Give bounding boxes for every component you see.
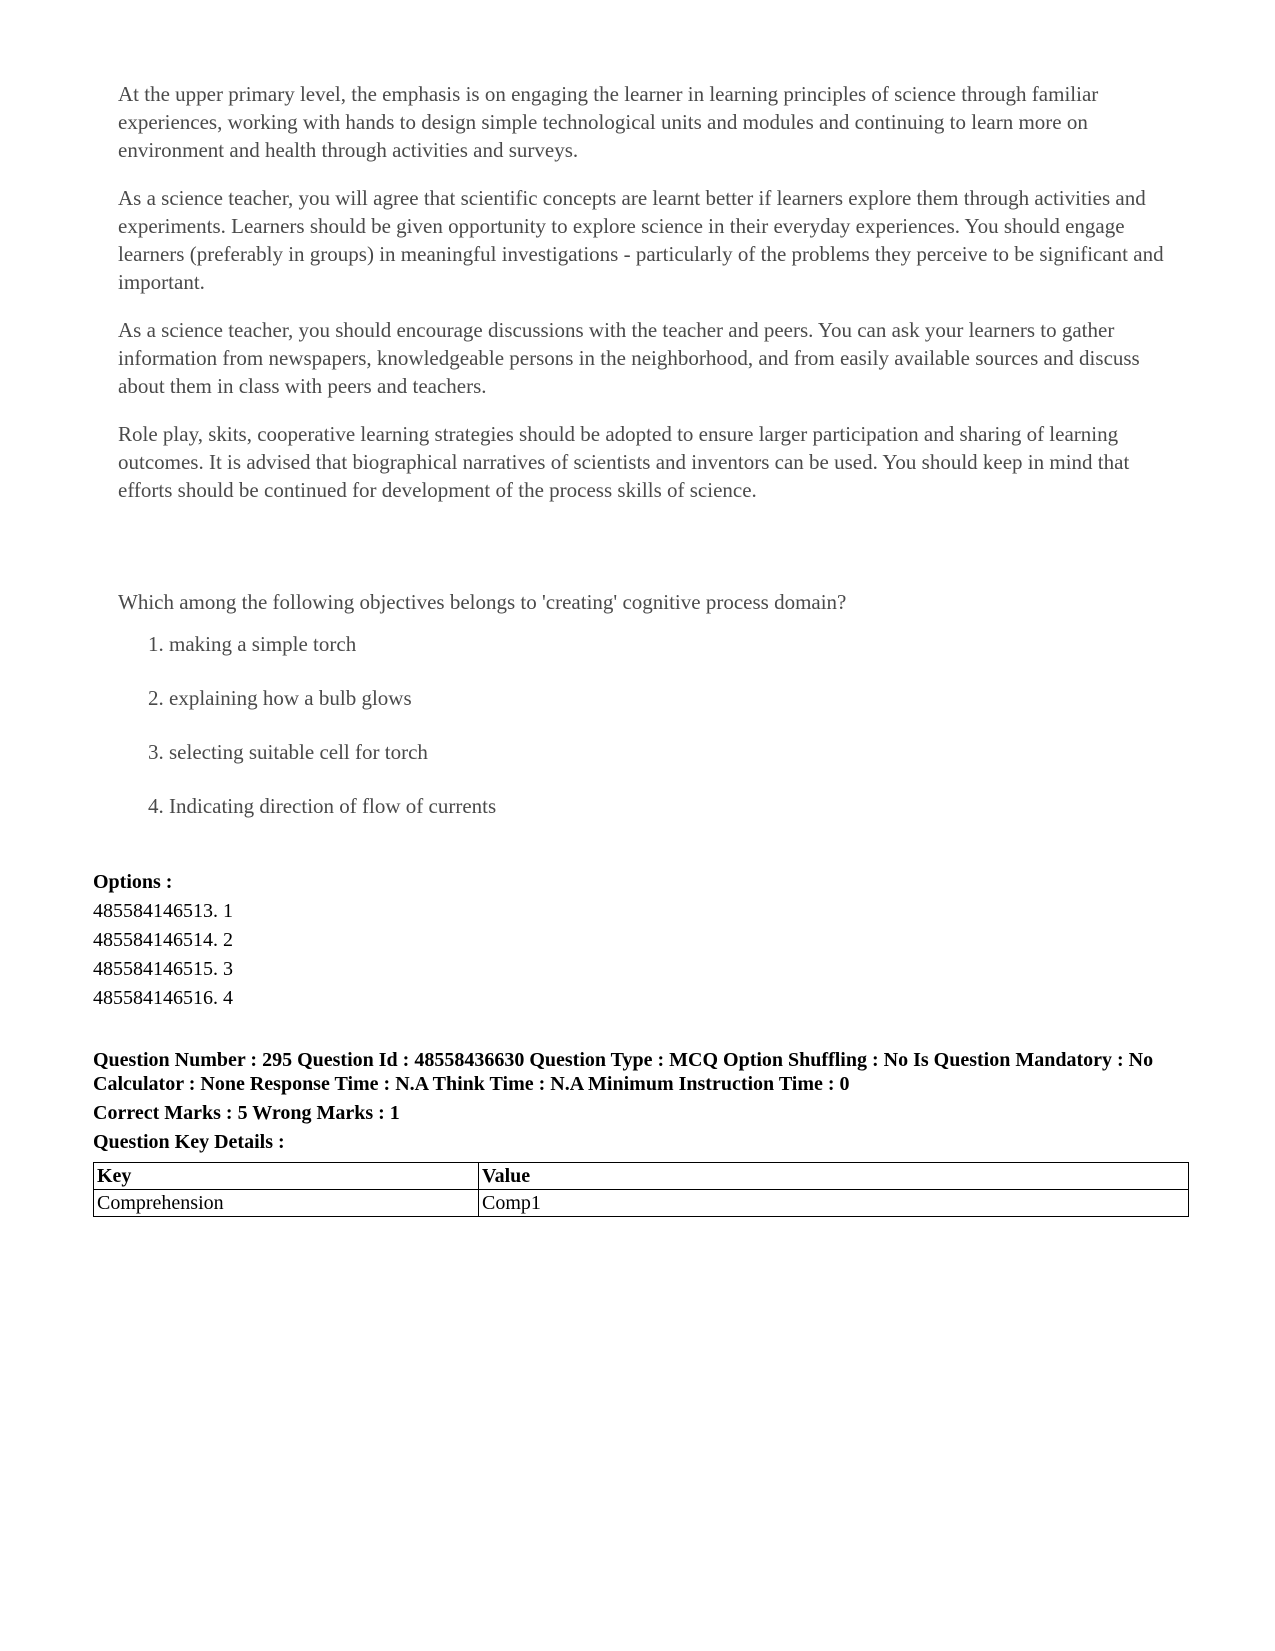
question-choice: 1. making a simple torch — [148, 632, 357, 656]
question-meta — [93, 1048, 1193, 1159]
option-item: 485584146515. 3 — [93, 958, 233, 980]
question-choice: 3. selecting suitable cell for torch — [148, 740, 428, 764]
passage-paragraph: At the upper primary level, the emphasis is on engaging the learner in learning principles of science through familiar experiences, working with hands to design simple technological units and modules and continuing to learn more on environment and health through activities and surveys. — [118, 82, 1099, 162]
question-stem: Which among the following objectives belongs to 'creating' cognitive process domain? — [118, 590, 847, 614]
question-block — [118, 588, 1183, 846]
question-details: Question Number : 295 Question Id : 48558436630 Question Type : MCQ Option Shuffling : No Is Question Mandatory : No Calculator : None Response Time : N.A Think Time : N.A Minimum Instruction Time : 0 — [93, 1049, 1154, 1095]
option-item: 485584146513. 1 — [93, 900, 233, 922]
option-item: 485584146514. 2 — [93, 929, 233, 951]
table-header-value: Value — [479, 1163, 1189, 1190]
question-choice: 2. explaining how a bulb glows — [148, 686, 412, 710]
passage-paragraph: As a science teacher, you will agree that scientific concepts are learnt better if learners explore them through activities and experiments. Learners should be given opportunity to explore science in their everyday experiences. You should engage learners (preferably in groups) in meaningful investigations - particularly of the problems they perceive to be significant and important. — [118, 186, 1164, 294]
table-header-key: Key — [94, 1163, 479, 1190]
key-details-heading: Question Key Details : — [93, 1131, 285, 1153]
passage-paragraph: As a science teacher, you should encourage discussions with the teacher and peers. You can ask your learners to gather information from newspapers, knowledgeable persons in the neighborhood, and from easily available sources and discuss about them in class with peers and teachers. — [118, 318, 1140, 398]
table-header-row — [94, 1163, 1189, 1190]
question-marks: Correct Marks : 5 Wrong Marks : 1 — [93, 1102, 400, 1124]
passage-paragraph: Role play, skits, cooperative learning strategies should be adopted to ensure larger participation and sharing of learning outcomes. It is advised that biographical narratives of scientists and inventors can be used. You should keep in mind that efforts should be continued for development of the process skills of science. — [118, 422, 1130, 502]
key-details-table — [93, 1162, 1189, 1217]
table-cell-value: Comp1 — [479, 1190, 1189, 1217]
options-list — [93, 868, 233, 1013]
options-heading: Options : — [93, 871, 173, 893]
question-choice: 4. Indicating direction of flow of currents — [148, 794, 497, 818]
comprehension-passage — [118, 80, 1183, 524]
question-choices — [118, 630, 1183, 820]
table-cell-key: Comprehension — [94, 1190, 479, 1217]
option-item: 485584146516. 4 — [93, 987, 233, 1009]
table-row — [94, 1190, 1189, 1217]
